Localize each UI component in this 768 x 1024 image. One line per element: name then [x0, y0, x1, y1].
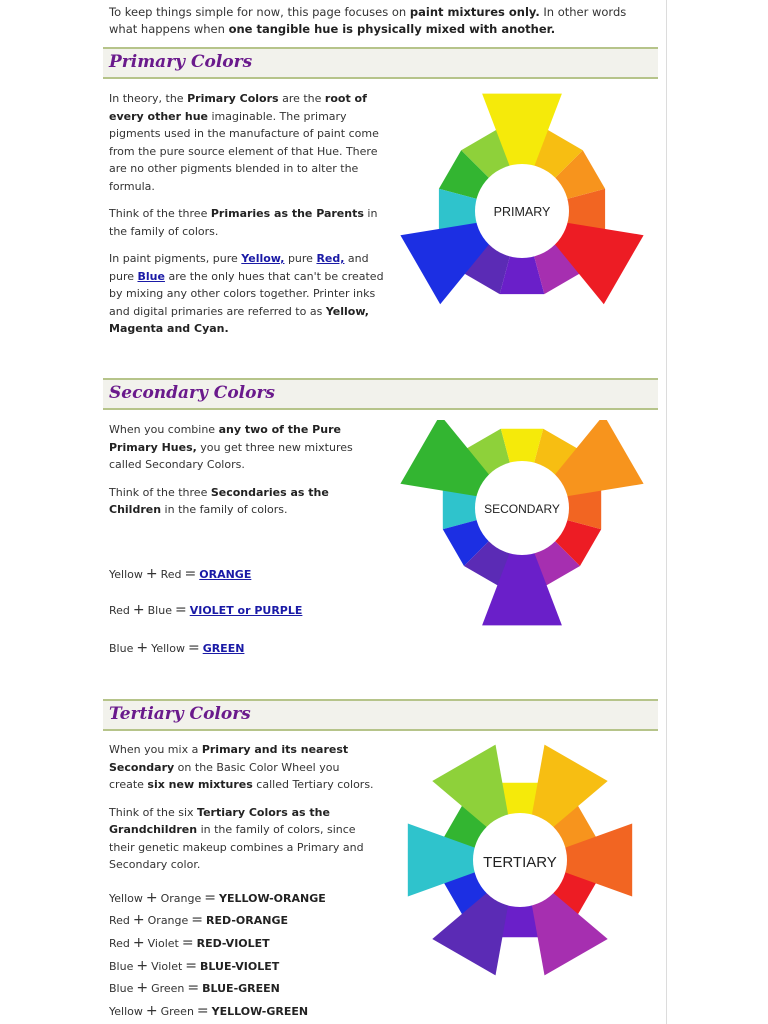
tertiary-equation-row: Red + Violet = RED-VIOLET [109, 935, 270, 951]
tertiary-equation-row: Blue + Violet = BLUE-VIOLET [109, 958, 280, 974]
primary-section-header [103, 47, 658, 79]
wheel-label: SECONDARY [484, 502, 560, 516]
primary-paragraph: Think of the three Primaries as the Parents in the family of colors. [109, 207, 378, 238]
violet-link[interactable]: VIOLET or PURPLE [189, 604, 303, 617]
secondary-section-title: Secondary Colors [109, 383, 275, 403]
green-link[interactable]: GREEN [202, 642, 245, 655]
secondary-equation-row: Red + Blue = VIOLET or PURPLE [109, 602, 303, 618]
intro-text [109, 4, 654, 38]
secondary-text [109, 421, 369, 529]
orange-link[interactable]: ORANGE [199, 568, 252, 581]
blue-link[interactable]: Blue [137, 269, 165, 283]
wheel-label: PRIMARY [493, 205, 551, 219]
intro-bold: one tangible hue is physically mixed with another. [228, 22, 556, 36]
primary-section-title: Primary Colors [109, 52, 253, 72]
tertiary-text [109, 741, 377, 884]
secondary-section-header [103, 378, 658, 410]
intro-text-part: In other words what happens when [109, 5, 627, 36]
tertiary-section-header [103, 699, 658, 731]
red-link[interactable]: Red, [316, 252, 345, 265]
secondary-equation-row: Yellow + Red = ORANGE [109, 566, 252, 582]
secondary-color-wheel [386, 420, 658, 642]
tertiary-paragraph: Think of the six Tertiary Colors as the Grandchildren in the family of colors, since their genetic makeup combines a Primary and Secondary color. [109, 805, 364, 871]
secondary-paragraph: When you combine any two of the Pure Primary Hues, you get three new mixtures called Secondary Colors. [109, 423, 353, 471]
primary-text [109, 90, 384, 348]
tertiary-paragraph: When you mix a Primary and its nearest Secondary on the Basic Color Wheel you create six new mixtures called Tertiary colors. [109, 743, 374, 791]
intro-text-part: To keep things simple for now, this page focuses on [109, 5, 410, 19]
secondary-equation-row: Blue + Yellow = GREEN [109, 640, 245, 656]
tertiary-section-title: Tertiary Colors [109, 704, 251, 724]
tertiary-equation-row: Blue + Green = BLUE-GREEN [109, 980, 280, 996]
tertiary-color-wheel [386, 738, 658, 992]
tertiary-equation-row: Red + Orange = RED-ORANGE [109, 912, 288, 928]
primary-paragraph: In theory, the Primary Colors are the root of every other hue imaginable. The primary pigments used in the manufacture of paint come from the pure source element of that Hue. There are no other pigments blended in to alter the formula. [109, 92, 379, 193]
intro-bold: paint mixtures only. [409, 5, 540, 19]
primary-color-wheel [388, 86, 656, 306]
tertiary-equation-row: Yellow + Orange = YELLOW-ORANGE [109, 890, 326, 906]
tertiary-equation-row: Yellow + Green = YELLOW-GREEN [109, 1003, 309, 1019]
yellow-link[interactable]: Yellow, [241, 252, 285, 265]
primary-paragraph: In paint pigments, pure Yellow, pure Red, and pure Blue are the only hues that can't be created by mixing any other colors together. Printer inks and digital primaries are referred to as Yellow, Magenta and Cyan. [109, 252, 384, 335]
secondary-paragraph: Think of the three Secondaries as the Children in the family of colors. [109, 485, 329, 516]
wheel-label: TERTIARY [483, 854, 557, 871]
